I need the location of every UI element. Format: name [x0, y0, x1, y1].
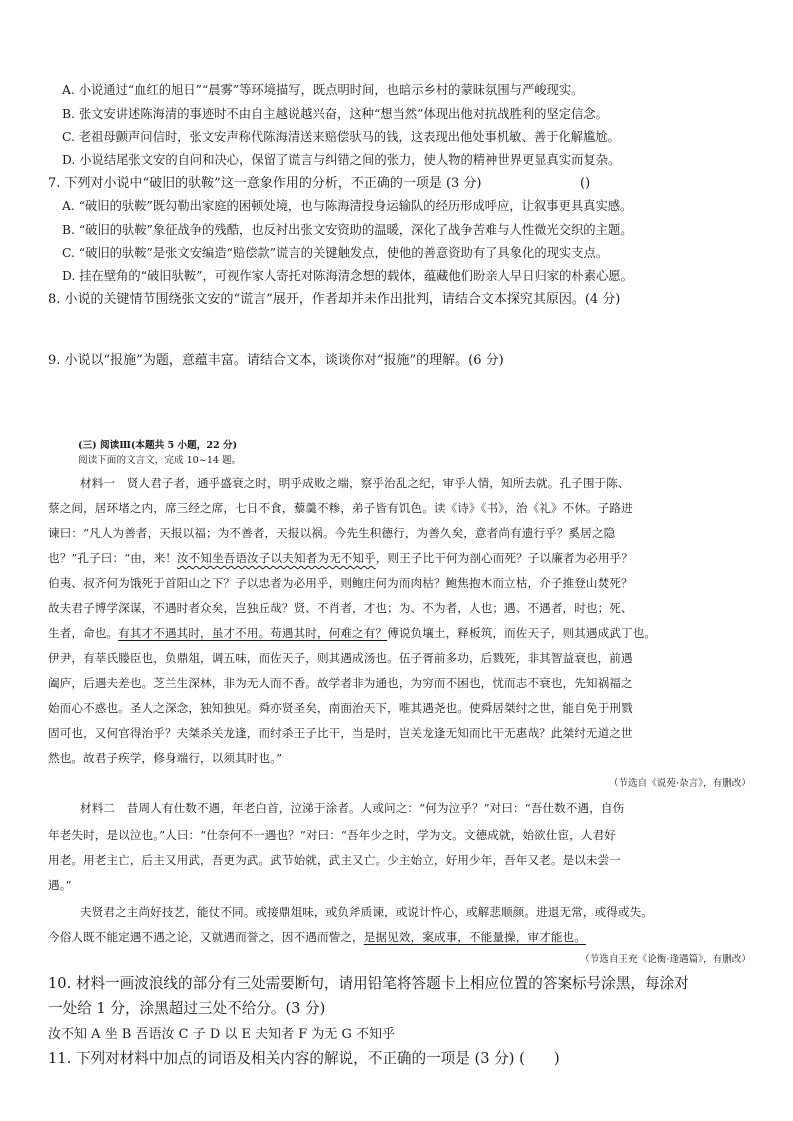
material-1-line-4-start: 也？”孔子曰：“由，来！: [48, 551, 177, 565]
q9-stem: 9. 小说以“报施”为题，意蕴丰富。请结合文本，谈谈你对“报施”的理解。(6 分): [48, 353, 504, 368]
material-2-line-3: 用老。用老主亡，后主又用武，吾更为武。武节始就，武主又亡。少主始立，好用少年，吾年又老。是以未尝一: [48, 853, 621, 867]
q10-break-options: 汝不知 A 坐 B 吾语汝 C 子 D 以 E 夫知者 F 为无 G 不知乎: [48, 1027, 396, 1042]
material-2-line-4: 遇。”: [48, 878, 72, 892]
material-1-line-11: 固可也，又何官得治乎？夫桀杀关龙逢，而纣杀王子比干，当是时，岂关龙逢无知而比干无惠哉？此桀纣无道之世: [48, 726, 633, 740]
material-1-line-3: 谏曰：“凡人为善者，天报以福；为不善者，天报以祸。今先生积德行，为善久矣，意者尚有遗行乎？奚居之隐: [48, 526, 616, 540]
q8-stem: 8. 小说的关键情节围绕张文安的“谎言”展开，作者却并未作出批判，请结合文本探究其原因。(4 分): [48, 292, 621, 307]
underlined-passage-2: 是据见效，案成事，不能量操，审才能也。: [363, 930, 586, 944]
q10-stem-line-2: 一处给 1 分，涂黑超过三处不给分。(3 分): [48, 1000, 326, 1017]
q6-option-a: A. 小说通过“血红的旭日”“晨雾”等环境描写，既点明时间，也暗示乡村的蒙昧氛围与严峻现实。: [62, 83, 584, 97]
q7-option-b: B. “破旧的驮鞍”象征战争的残酷，也反衬出张文安资助的温暖，深化了战争苦难与人性微光交织的主题。: [62, 223, 633, 237]
material-1-line-7-start: 生者，命也。: [48, 626, 119, 640]
q11-stem: 11. 下列对材料中加点的词语及相关内容的解说，不正确的一项是 (3 分) ( ): [48, 1050, 560, 1067]
material-1-line-10: 始而心不惑也。圣人之深念，独知独见。舜亦贤圣矣，南面治天下，唯其遇尧也。使舜居桀纣之世，能自免于刑戮: [48, 701, 633, 715]
q7-answer-paren: (): [580, 176, 591, 191]
material-1-line-2: 蔡之间，居环堵之内，席三经之席，七日不食，藜羹不糁，弟子皆有饥色。读《诗》《书》，治《礼》不休。子路进: [48, 501, 633, 515]
q6-option-b: B. 张文安讲述陈海清的事迹时不由自主越说越兴奋，这种“想当然”体现出他对抗战胜利的坚定信念。: [62, 107, 608, 121]
q6-option-d: D. 小说结尾张文安的自问和决心，保留了谎言与纠错之间的张力，使人物的精神世界更显真实而复杂。: [62, 153, 621, 167]
q10-stem-line-1: 10. 材料一画波浪线的部分有三处需要断句，请用铅笔将答题卡上相应位置的答案标号涂黑，每涂对: [48, 975, 689, 992]
section-instruction: 阅读下面的文言文，完成 10~14 题。: [78, 455, 242, 466]
material-1-source: （节选自《说苑·杂言》，有删改）: [608, 778, 751, 789]
material-1-line-7-end: 傅说负壤土，释板筑，而佐天子，则其遇成武丁也。: [387, 626, 657, 640]
material-2-para-2-line-1: 夫贤君之主尚好技艺，能仗不同。或接鼎俎味，或负斧质谏，或说计忤心，或解悲顺颜。进退无常，或得或失。: [80, 905, 653, 919]
material-1-line-4: [48, 553, 633, 565]
material-2-para-2-line-2: [48, 932, 586, 944]
underlined-passage: 有其才不遇其时，虽才不用。苟遇其时，何难之有？: [118, 626, 388, 640]
material-1-line-5: 伯夷、叔齐何为饿死于首阳山之下？子以忠者为必用乎，则鲍庄何为而肉枯？鲍焦抱木而立枯，介子推登山焚死？: [48, 576, 633, 590]
material-1-line-7: [48, 628, 656, 640]
q6-option-c: C. 老祖母颤声问信时，张文安声称代陈海清送来赔偿驮马的钱，这表现出他处事机敏、善于化解尴尬。: [62, 130, 620, 144]
material-1-line-8: 伊尹，有莘氏媵臣也，负鼎俎，调五味，而佐天子，则其遇成汤也。伍子胥前多功，后戮死，非其智益衰也，前遇: [48, 651, 633, 665]
section-heading: (三) 阅读Ⅲ(本题共 5 小题，22 分): [78, 440, 238, 451]
material-2-line-1: 材料二 昔周人有仕数不遇，年老白首，泣涕于涂者。人或问之：“何为泣乎？”对曰：“吾仕数不遇，自伤: [80, 801, 625, 815]
q7-stem: 7. 下列对小说中“破旧的驮鞍”这一意象作用的分析，不正确的一项是 (3 分): [48, 176, 482, 191]
q7-option-d: D. 挂在壁角的“破旧驮鞍”，可视作家人寄托对陈海清念想的载体，蕴藏他们盼亲人早日归家的朴素心愿。: [62, 269, 633, 283]
material-1-line-1: 材料一 贤人君子者，通乎盛衰之时，明乎成败之端，察乎治乱之纪，审乎人情，知所去就。孔子围于陈、: [80, 476, 630, 490]
material-2-line-2: 年老失时，是以泣也。”人曰：“仕奈何不一遇也？”对曰：“吾年少之时，学为文。文德成就，始欲仕宦，人君好: [48, 828, 616, 842]
material-1-line-6: 故夫君子博学深谋，不遇时者众矣，岂独丘哉？贤、不肖者，才也；为、不为者，人也；遇、不遇者，时也；死、: [48, 601, 633, 615]
material-1-line-9: 阖庐，后遇夫差也。芝兰生深林，非为无人而不香。故学者非为通也，为穷而不困也，忧而志不衰也，先知祸福之: [48, 676, 633, 690]
material-1-line-12: 然也。故君子疾学，修身端行，以须其时也。”: [48, 751, 283, 765]
material-2-para-2-line-2-start: 今俗人既不能定遇不遇之论，又就遇而誉之，因不遇而訾之，: [48, 930, 364, 944]
material-1-line-4-end: ，则王子比干何为剖心而死？子以廉者为必用乎？: [375, 551, 634, 565]
wavy-underlined-passage: 汝不知坐吾语汝子以夫知者为无不知乎: [177, 551, 376, 565]
q7-option-a: A. “破旧的驮鞍”既勾勒出家庭的困顿处境，也与陈海清投身运输队的经历形成呼应，让叙事更具真实感。: [62, 199, 633, 213]
q7-option-c: C. “破旧的驮鞍”是张文安编造“赔偿款”谎言的关键触发点，使他的善意资助有了具象化的现实支点。: [62, 246, 609, 260]
material-2-source: （节选自王充《论衡·逢遇篇》，有删改）: [580, 954, 751, 965]
